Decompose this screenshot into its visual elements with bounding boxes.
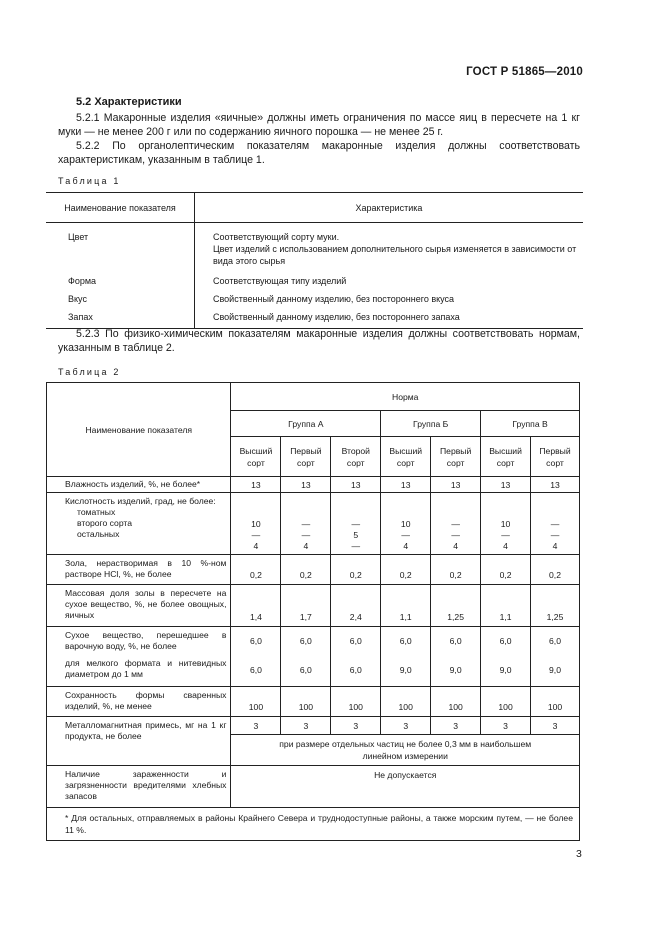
table2-caption: Таблица 2 — [58, 367, 121, 377]
cell-line: 4 — [403, 541, 409, 551]
cell-value: 3 — [281, 717, 331, 735]
table-row — [46, 269, 583, 289]
cell-line: — — [301, 530, 311, 540]
cell-value — [281, 627, 331, 687]
cell-value — [231, 627, 281, 687]
paragraph-5-2-1: 5.2.1 Макаронные изделия «яичные» должны иметь ограничения по массе яиц в пересчете на 1 кг муки — не менее 200 г или по содержанию яичного порошка — не менее 25 г. — [58, 112, 580, 138]
table1-cell-name: Форма — [46, 269, 195, 289]
cell-line: — — [401, 530, 410, 540]
cell-value: 0,2 — [381, 555, 431, 585]
table2-grade: Первый сорт — [281, 437, 331, 477]
cell-value: 0,2 — [431, 555, 481, 585]
row-label: Массовая доля золы в пересчете на сухое вещество, %, не более овощных, яичных — [47, 585, 231, 627]
cell-value: 13 — [331, 477, 381, 493]
cell-value: Не допускается — [231, 766, 580, 808]
cell-line: 5 — [353, 530, 359, 540]
cell-value: 0,2 — [231, 555, 281, 585]
table1-caption: Таблица 1 — [58, 176, 121, 186]
cell-line: 6,0 — [349, 636, 362, 646]
table1-cell-name: Цвет — [46, 223, 195, 270]
cell-line: 4 — [253, 541, 259, 551]
cell-line: 4 — [303, 541, 309, 551]
cell-line: — — [351, 541, 361, 551]
table-2 — [46, 382, 580, 841]
cell-line: — — [451, 530, 460, 540]
cell-value: 1,1 — [481, 585, 531, 627]
table-row — [47, 627, 580, 687]
section-title: 5.2 Характеристики — [76, 96, 182, 108]
cell-value: 3 — [481, 717, 531, 735]
cell-value: 1,4 — [231, 585, 281, 627]
cell-value — [231, 493, 281, 555]
table1-cell-text-line: Соответствующий сорту муки. — [213, 232, 340, 242]
cell-value: 3 — [531, 717, 580, 735]
cell-value: 3 — [381, 717, 431, 735]
cell-value: 100 — [331, 687, 381, 717]
cell-line: 6,0 — [499, 636, 512, 646]
row-label: Сохранность формы сваренных изделий, %, не менее — [47, 687, 231, 717]
table1-cell-text — [195, 223, 584, 270]
footnote: * Для остальных, отправляемых в районы Крайнего Севера и труднодоступные районы, а также морским путем, — не более 11 %. — [47, 808, 580, 841]
standard-code: ГОСТ Р 51865—2010 — [466, 66, 583, 78]
table-row — [47, 717, 580, 735]
cell-line: 4 — [453, 541, 459, 551]
table-row — [46, 307, 583, 329]
cell-line: 9,0 — [499, 665, 512, 675]
cell-line: 6,0 — [249, 636, 262, 646]
cell-value: 3 — [331, 717, 381, 735]
cell-value: 100 — [431, 687, 481, 717]
cell-line: 6,0 — [349, 665, 362, 675]
cell-value — [431, 627, 481, 687]
cell-value: 0,2 — [331, 555, 381, 585]
cell-value: 0,2 — [531, 555, 580, 585]
cell-line: 9,0 — [449, 665, 462, 675]
table1-cell-text: Свойственный данному изделию, без постороннего вкуса — [213, 294, 455, 304]
paragraph-5-2-2: 5.2.2 По органолептическим показателям макаронные изделия должны соответствовать характеристикам, указанным в таблице 1. — [58, 140, 580, 166]
cell-line: 6,0 — [299, 636, 312, 646]
cell-value: 1,25 — [431, 585, 481, 627]
page-number: 3 — [576, 848, 582, 860]
table2-grade: Высший сорт — [231, 437, 281, 477]
table1-cell-text: Соответствующая типу изделий — [213, 276, 347, 286]
cell-value: 1,7 — [281, 585, 331, 627]
cell-value: 100 — [531, 687, 580, 717]
cell-value — [431, 493, 481, 555]
cell-value: 13 — [481, 477, 531, 493]
row-label — [47, 493, 231, 555]
cell-line: — — [501, 530, 510, 540]
table-row — [46, 289, 583, 307]
table2-grade: Второй сорт — [331, 437, 381, 477]
cell-line: 9,0 — [549, 665, 561, 675]
cell-value: 13 — [231, 477, 281, 493]
cell-value: 100 — [481, 687, 531, 717]
cell-value — [331, 493, 381, 555]
table-row — [47, 766, 580, 808]
cell-value: 1,25 — [531, 585, 580, 627]
table-row — [47, 555, 580, 585]
row-sublabel: для мелкого формата и нитевидных диаметром до 1 мм — [65, 658, 227, 679]
table2-group-b: Группа Б — [381, 411, 481, 437]
table1-cell-name: Запах — [46, 307, 195, 329]
cell-value: 3 — [431, 717, 481, 735]
metal-note: при размере отдельных частиц не более 0,3 мм в наибольшем линейном измерении — [231, 735, 580, 766]
cell-line: 6,0 — [399, 636, 412, 646]
cell-line: 6,0 — [549, 636, 561, 646]
row-sublabel: второго сорта — [77, 518, 133, 528]
table1-header-name: Наименование показателя — [46, 193, 195, 223]
cell-value: 13 — [381, 477, 431, 493]
table2-grade: Первый сорт — [431, 437, 481, 477]
table2-group-v: Группа В — [481, 411, 580, 437]
cell-value: 2,4 — [331, 585, 381, 627]
row-sublabel: томатных — [77, 507, 116, 517]
cell-value: 13 — [281, 477, 331, 493]
table-row — [47, 585, 580, 627]
row-label-text: Кислотность изделий, град, не более: — [65, 496, 216, 506]
cell-line: 6,0 — [299, 665, 312, 675]
cell-line: — — [451, 519, 460, 529]
table2-grade: Первый сорт — [531, 437, 580, 477]
cell-value — [331, 627, 381, 687]
cell-value: 0,2 — [481, 555, 531, 585]
cell-value — [531, 627, 580, 687]
table-row — [47, 493, 580, 555]
row-label-text: Сухое вещество, перешедшее в варочную воду, %, не более — [65, 630, 227, 651]
table-row — [46, 223, 583, 270]
cell-line: 9,0 — [399, 665, 412, 675]
cell-value: 13 — [431, 477, 481, 493]
table-row — [47, 687, 580, 717]
table1-cell-text-line: Цвет изделий с использованием дополнительного сырья изменяется в зависимости от вида этого сырья — [213, 244, 577, 266]
cell-value — [381, 627, 431, 687]
table2-header-name: Наименование показателя — [47, 383, 231, 477]
table2-grade: Высший сорт — [481, 437, 531, 477]
cell-line: 10 — [251, 519, 261, 529]
table-row — [47, 808, 580, 841]
cell-line: — — [251, 530, 261, 540]
cell-value: 100 — [381, 687, 431, 717]
cell-value: 1,1 — [381, 585, 431, 627]
table1-cell-name: Вкус — [46, 289, 195, 307]
cell-value — [281, 493, 331, 555]
cell-line: — — [550, 519, 560, 529]
row-label: Металломагнитная примесь, мг на 1 кг продукта, не более — [47, 717, 231, 766]
table2-header-norm: Норма — [231, 383, 580, 411]
table2-group-a: Группа А — [231, 411, 381, 437]
table-1 — [46, 192, 583, 329]
row-label — [47, 627, 231, 687]
cell-line: 10 — [500, 519, 511, 529]
row-label: Зола, нерастворимая в 10 %-ном растворе HCl, %, не более — [47, 555, 231, 585]
row-sublabel: остальных — [77, 529, 120, 539]
cell-line: 4 — [552, 541, 558, 551]
cell-value: 13 — [531, 477, 580, 493]
cell-value: 0,2 — [281, 555, 331, 585]
cell-value — [481, 627, 531, 687]
cell-line: 4 — [503, 541, 508, 551]
row-label: Влажность изделий, %, не более* — [47, 477, 231, 493]
cell-line: 10 — [400, 519, 411, 529]
cell-line: — — [351, 519, 361, 529]
table2-grade: Высший сорт — [381, 437, 431, 477]
cell-line: 6,0 — [249, 665, 262, 675]
cell-line: — — [301, 519, 311, 529]
row-label: Наличие зараженности и загрязненности вредителями хлебных запасов — [47, 766, 231, 808]
cell-line: — — [550, 530, 560, 540]
cell-line: 6,0 — [449, 636, 462, 646]
cell-value: 3 — [231, 717, 281, 735]
table-row — [47, 477, 580, 493]
cell-value — [481, 493, 531, 555]
cell-value — [381, 493, 431, 555]
cell-value: 100 — [281, 687, 331, 717]
table1-cell-text: Свойственный данному изделию, без постороннего запаха — [195, 307, 584, 329]
cell-value — [531, 493, 580, 555]
table1-header-characteristic: Характеристика — [195, 193, 584, 223]
paragraph-5-2-3: 5.2.3 По физико-химическим показателям макаронные изделия должны соответствовать нормам, указанным в таблице 2. — [58, 328, 580, 354]
cell-value: 100 — [231, 687, 281, 717]
